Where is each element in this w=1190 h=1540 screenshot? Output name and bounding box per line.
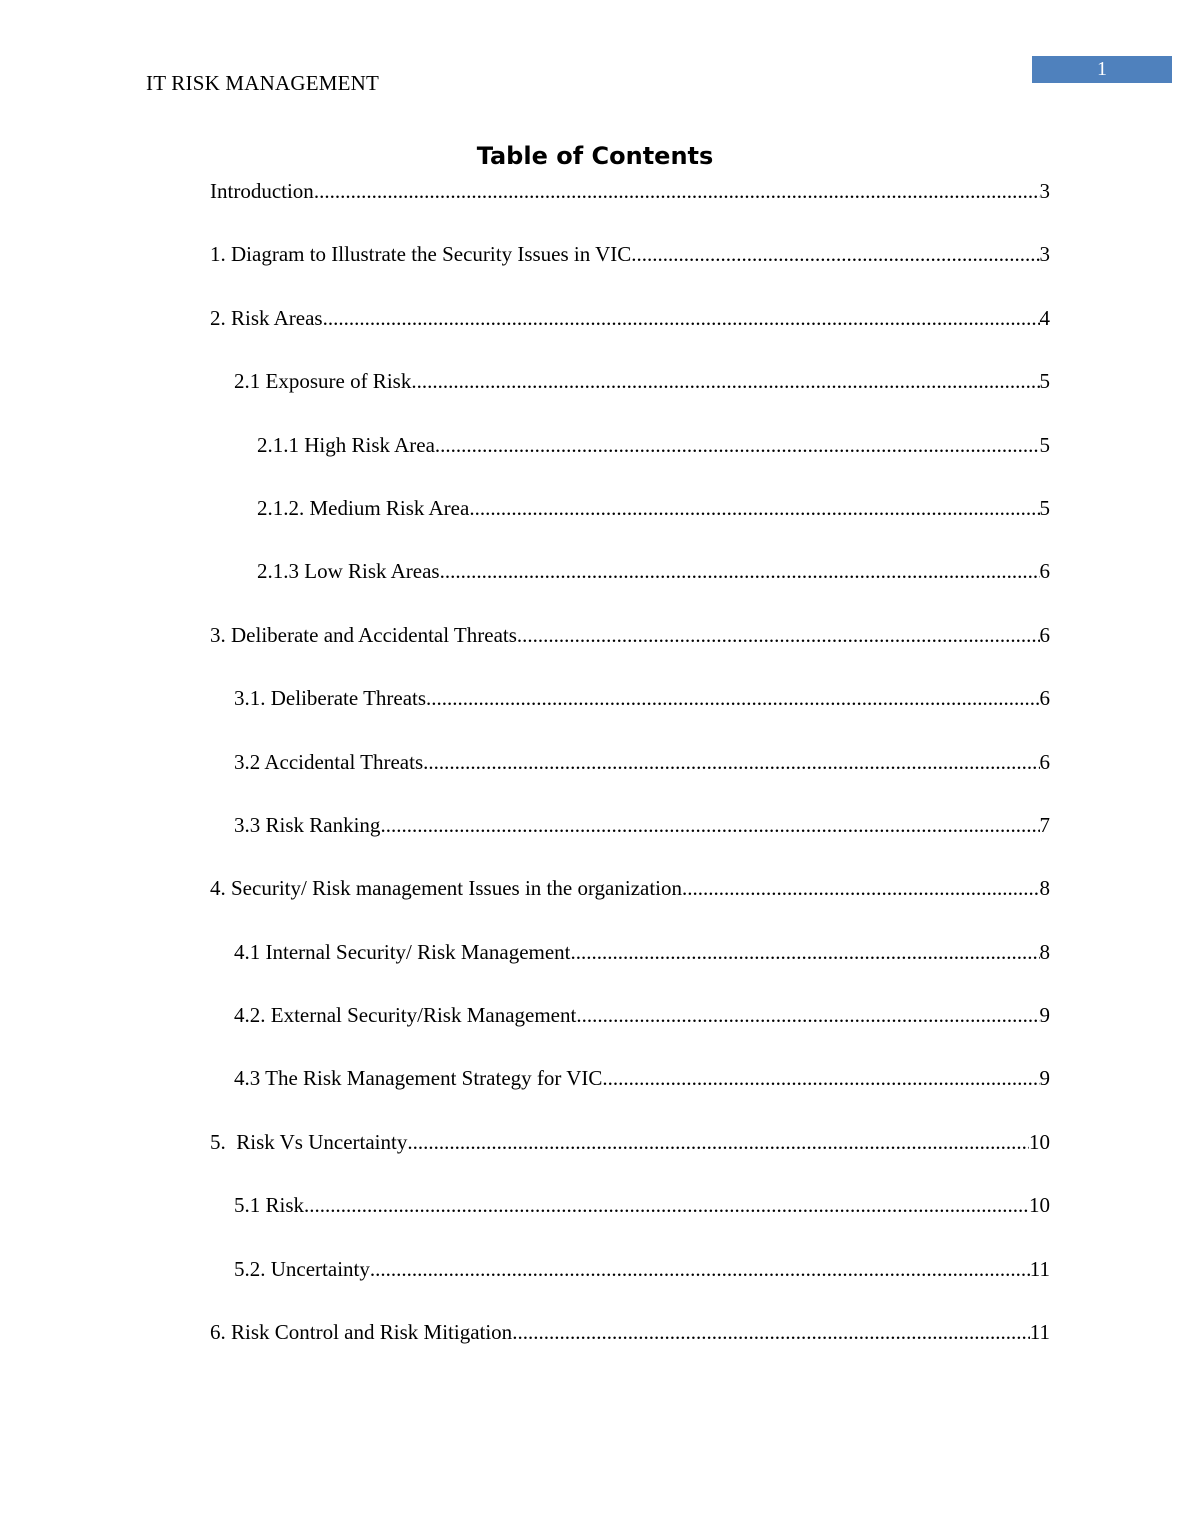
toc-dot-leader xyxy=(440,557,1040,585)
toc-entry-title: 3.3 Risk Ranking xyxy=(234,812,381,837)
toc-dot-leader xyxy=(407,1128,1029,1156)
toc-entry-title: 5.2. Uncertainty xyxy=(234,1256,370,1281)
toc-entry[interactable] xyxy=(210,557,1050,620)
toc-entry-page-number: 9 xyxy=(1039,1003,1050,1028)
toc-entry-title: 6. Risk Control and Risk Mitigation xyxy=(210,1320,513,1345)
toc-dot-leader xyxy=(370,1255,1030,1283)
toc-entry[interactable] xyxy=(210,367,1050,430)
toc-entry-page-number: 6 xyxy=(1039,686,1050,711)
toc-entry-title: 3.1. Deliberate Threats xyxy=(234,686,427,711)
toc-entry-page-number: 6 xyxy=(1039,749,1050,774)
toc-title: Table of Contents xyxy=(476,142,714,170)
toc-entry-page-number: 7 xyxy=(1039,812,1050,837)
toc-dot-leader xyxy=(304,1191,1029,1219)
toc-dot-leader xyxy=(631,240,1039,268)
toc-entry-page-number: 3 xyxy=(1039,179,1050,203)
toc-entry[interactable] xyxy=(210,621,1050,684)
toc-entry-page-number: 11 xyxy=(1029,1320,1050,1345)
toc-entry-page-number: 5 xyxy=(1039,432,1050,457)
toc-entry-page-number: 4 xyxy=(1039,305,1050,330)
toc-entry-title: 1. Diagram to Illustrate the Security Issues in VIC xyxy=(210,242,632,267)
toc-dot-leader xyxy=(380,811,1039,839)
toc-entry-title: Introduction xyxy=(210,179,314,203)
toc-entry-title: 4.2. External Security/Risk Management xyxy=(234,1003,577,1028)
toc-entry[interactable] xyxy=(210,494,1050,557)
toc-entry-title: 2. Risk Areas xyxy=(210,305,323,330)
toc-entry-title: 2.1.3 Low Risk Areas xyxy=(257,559,440,584)
toc-entry-title: 2.1 Exposure of Risk xyxy=(234,369,412,394)
toc-entry-page-number: 8 xyxy=(1039,939,1050,964)
toc-entry[interactable] xyxy=(210,874,1050,937)
toc-entry-page-number: 5 xyxy=(1039,495,1050,520)
toc-entry[interactable] xyxy=(210,748,1050,811)
toc-entry-page-number: 5 xyxy=(1039,369,1050,394)
toc-entry-page-number: 10 xyxy=(1029,1129,1050,1154)
toc-entry[interactable] xyxy=(210,240,1050,303)
toc-entry-title: 5. Risk Vs Uncertainty xyxy=(210,1129,408,1154)
table-of-contents xyxy=(210,177,1050,1381)
toc-dot-leader xyxy=(682,874,1039,902)
toc-entry-title: 3. Deliberate and Accidental Threats xyxy=(210,622,517,647)
toc-entry[interactable] xyxy=(210,1191,1050,1254)
toc-entry-title: 2.1.1 High Risk Area xyxy=(257,432,435,457)
toc-dot-leader xyxy=(426,684,1039,712)
toc-entry-page-number: 6 xyxy=(1039,622,1050,647)
toc-dot-leader xyxy=(512,1318,1030,1346)
toc-entry[interactable] xyxy=(210,431,1050,494)
toc-entry[interactable] xyxy=(210,684,1050,747)
toc-dot-leader xyxy=(517,621,1040,649)
toc-entry-page-number: 6 xyxy=(1039,559,1050,584)
toc-dot-leader xyxy=(314,177,1040,205)
toc-entry[interactable] xyxy=(210,938,1050,1001)
toc-dot-leader xyxy=(411,367,1039,395)
toc-dot-leader xyxy=(423,748,1039,776)
toc-dot-leader xyxy=(323,304,1040,332)
toc-entry-page-number: 10 xyxy=(1029,1193,1050,1218)
toc-entry-page-number: 11 xyxy=(1029,1256,1050,1281)
running-head: IT RISK MANAGEMENT xyxy=(146,71,380,95)
toc-dot-leader xyxy=(571,938,1040,966)
toc-entry[interactable] xyxy=(210,1318,1050,1381)
toc-dot-leader xyxy=(576,1001,1039,1029)
toc-entry-title: 4.3 The Risk Management Strategy for VIC xyxy=(234,1066,603,1091)
toc-entry[interactable] xyxy=(210,1064,1050,1127)
toc-entry-page-number: 8 xyxy=(1039,876,1050,901)
toc-entry-title: 4. Security/ Risk management Issues in the organization xyxy=(210,876,683,901)
toc-entry[interactable] xyxy=(210,1001,1050,1064)
toc-entry[interactable] xyxy=(210,811,1050,874)
toc-entry[interactable] xyxy=(210,177,1050,240)
toc-entry-title: 3.2 Accidental Threats xyxy=(234,749,424,774)
toc-dot-leader xyxy=(602,1064,1039,1092)
toc-entry-title: 2.1.2. Medium Risk Area xyxy=(257,495,470,520)
toc-entry-page-number: 9 xyxy=(1039,1066,1050,1091)
toc-entry[interactable] xyxy=(210,1128,1050,1191)
toc-entry[interactable] xyxy=(210,1255,1050,1318)
page-number-badge: 1 xyxy=(1032,56,1172,83)
toc-entry[interactable] xyxy=(210,304,1050,367)
toc-dot-leader xyxy=(435,431,1040,459)
toc-entry-title: 5.1 Risk xyxy=(234,1193,305,1218)
toc-entry-title: 4.1 Internal Security/ Risk Management xyxy=(234,939,571,964)
toc-dot-leader xyxy=(469,494,1039,522)
toc-entry-page-number: 3 xyxy=(1039,242,1050,267)
